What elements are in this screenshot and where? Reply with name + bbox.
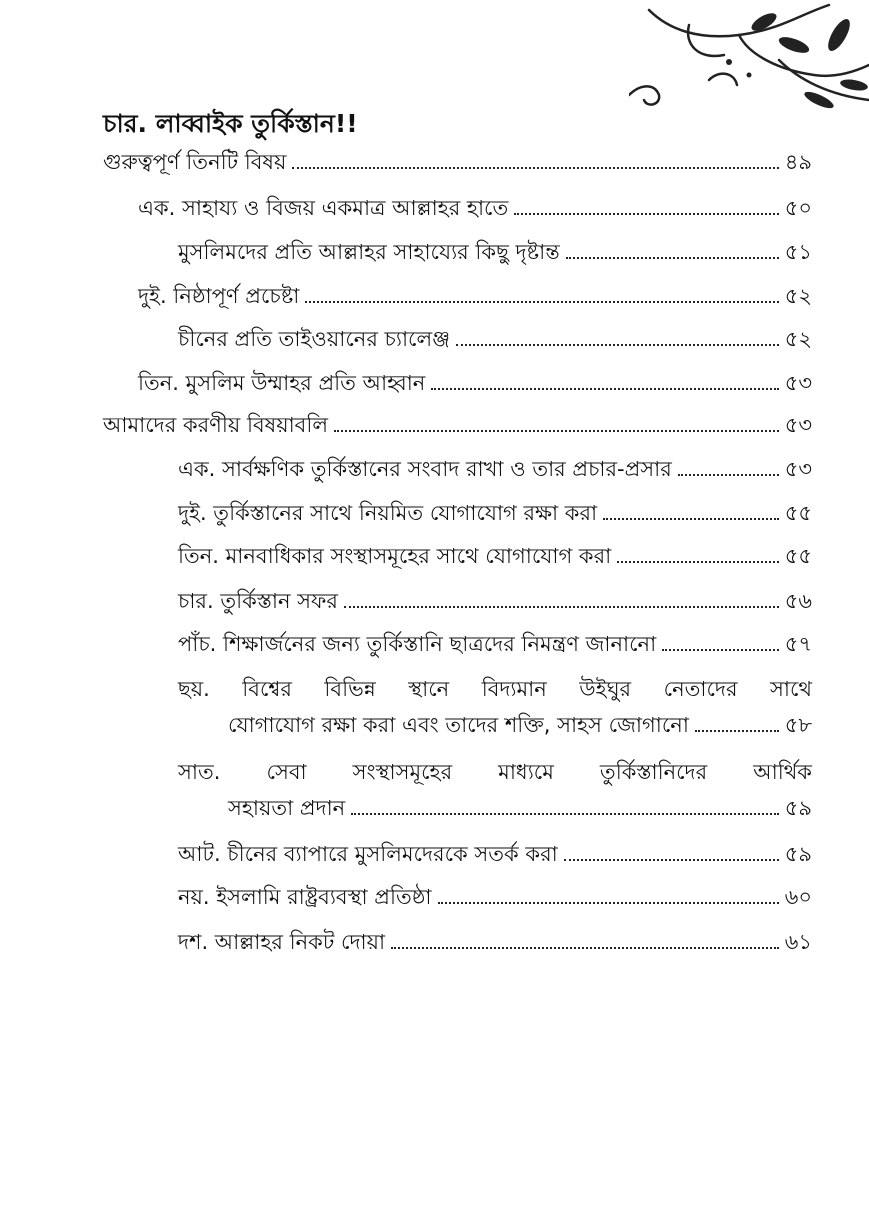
toc-entry xyxy=(138,369,812,397)
toc-entry xyxy=(138,194,812,222)
dot-leader xyxy=(334,430,779,432)
toc-entry xyxy=(103,411,812,439)
toc-entry-page: ৫৫ xyxy=(784,501,812,525)
toc-entry-title: পাঁচ. শিক্ষার্জনের জন্য তুর্কিস্তানি ছাত্রদের নিমন্ত্রণ জানানো xyxy=(178,632,657,656)
dot-leader xyxy=(662,649,779,651)
toc-entry xyxy=(178,630,812,658)
toc-entry xyxy=(178,455,812,483)
toc-entry-page: ৫২ xyxy=(784,327,812,351)
toc-entry-page: ৫৩ xyxy=(784,457,812,481)
toc-entry xyxy=(138,282,812,310)
toc-entry-title-line2: যোগাযোগ রক্ষা করা এবং তাদের শক্তি, সাহস জোগানো xyxy=(228,713,689,737)
toc-entry xyxy=(178,499,812,527)
toc-entry-title: আমাদের করণীয় বিষয়াবলি xyxy=(103,413,329,437)
toc-entry-page: ৫৬ xyxy=(784,589,812,613)
dot-leader xyxy=(603,518,779,520)
toc-entry-page: ৫৮ xyxy=(784,713,812,737)
toc-entry-title: আট. চীনের ব্যাপারে মুসলিমদেরকে সতর্ক করা xyxy=(178,842,558,866)
toc-entry-title: গুরুত্বপূর্ণ তিনটি বিষয় xyxy=(103,150,287,174)
section-heading: চার. লাব্বাইক তুর্কিস্তান!! xyxy=(103,109,358,138)
toc-entry-page: ৫৫ xyxy=(784,544,812,568)
toc-entry-title: তিন. মানবাধিকার সংস্থাসমূহের সাথে যোগাযোগ করা xyxy=(178,544,612,568)
toc-entry-page: ৪৯ xyxy=(784,150,812,174)
toc-entry xyxy=(178,238,812,266)
toc-entry-multiline xyxy=(178,758,812,822)
toc-entry-page: ৫১ xyxy=(784,240,812,264)
toc-entry-title-line1: ছয়. বিশ্বের বিভিন্ন স্থানে বিদ্যমান উইঘুর নেতাদের সাথে xyxy=(178,677,812,701)
toc-entry-page: ৫৩ xyxy=(784,371,812,395)
toc-entry-page: ৬১ xyxy=(784,930,812,954)
dot-leader xyxy=(678,474,779,476)
toc-entry-page: ৫৭ xyxy=(784,632,812,656)
toc-entry-page: ৫৯ xyxy=(784,842,812,866)
dot-leader xyxy=(438,902,779,904)
toc-entry xyxy=(178,840,812,868)
toc-entry-title: দশ. আল্লাহর নিকট দোয়া xyxy=(178,930,386,954)
toc-entry-title-line2: সহায়তা প্রদান xyxy=(228,796,346,820)
toc-entry-title: এক. সাহায্য ও বিজয় একমাত্র আল্লাহর হাতে xyxy=(138,196,509,220)
toc-entry-multiline xyxy=(178,675,812,739)
toc-entry-title: চীনের প্রতি তাইওয়ানের চ্যালেঞ্জ xyxy=(178,327,451,351)
toc-entry-title: তিন. মুসলিম উম্মাহর প্রতি আহ্বান xyxy=(138,371,426,395)
dot-leader xyxy=(391,947,779,949)
toc-entry-page: ৫৯ xyxy=(784,796,812,820)
toc-entry xyxy=(178,542,812,570)
toc-entry-title: দুই. নিষ্ঠাপূর্ণ প্রচেষ্টা xyxy=(138,284,300,308)
dot-leader xyxy=(305,301,778,303)
toc-entry-title: দুই. তুর্কিস্তানের সাথে নিয়মিত যোগাযোগ রক্ষা করা xyxy=(178,501,598,525)
toc-entry xyxy=(178,587,812,615)
dot-leader xyxy=(431,388,778,390)
dot-leader xyxy=(344,606,779,608)
dot-leader xyxy=(514,213,778,215)
toc-entry-line2 xyxy=(178,794,812,822)
toc-entry-title-line1: সাত. সেবা সংস্থাসমূহের মাধ্যমে তুর্কিস্তানিদের আর্থিক xyxy=(178,760,812,784)
dot-leader xyxy=(695,730,779,732)
dot-leader xyxy=(566,257,779,259)
toc-entry-page: ৫২ xyxy=(784,284,812,308)
toc-entry-page: ৬০ xyxy=(784,885,812,909)
dot-leader xyxy=(456,344,779,346)
toc-entry-page: ৫০ xyxy=(784,196,812,220)
toc-entry xyxy=(178,883,812,911)
toc-entry-title: চার. তুর্কিস্তান সফর xyxy=(178,589,338,613)
dot-leader xyxy=(351,813,779,815)
toc-entry xyxy=(178,928,812,956)
toc-entry xyxy=(103,148,812,176)
toc-entry-title: মুসলিমদের প্রতি আল্লাহর সাহায্যের কিছু দৃষ্টান্ত xyxy=(178,240,560,264)
toc-entry-title: নয়. ইসলামি রাষ্ট্রব্যবস্থা প্রতিষ্ঠা xyxy=(178,885,432,909)
dot-leader xyxy=(617,561,778,563)
dot-leader xyxy=(564,859,779,861)
toc-entry-page: ৫৩ xyxy=(784,413,812,437)
dot-leader xyxy=(292,167,778,169)
toc-entry-title: এক. সার্বক্ষণিক তুর্কিস্তানের সংবাদ রাখা ও তার প্রচার-প্রসার xyxy=(178,457,672,481)
toc-entry-line2 xyxy=(178,711,812,739)
toc-entry xyxy=(178,325,812,353)
